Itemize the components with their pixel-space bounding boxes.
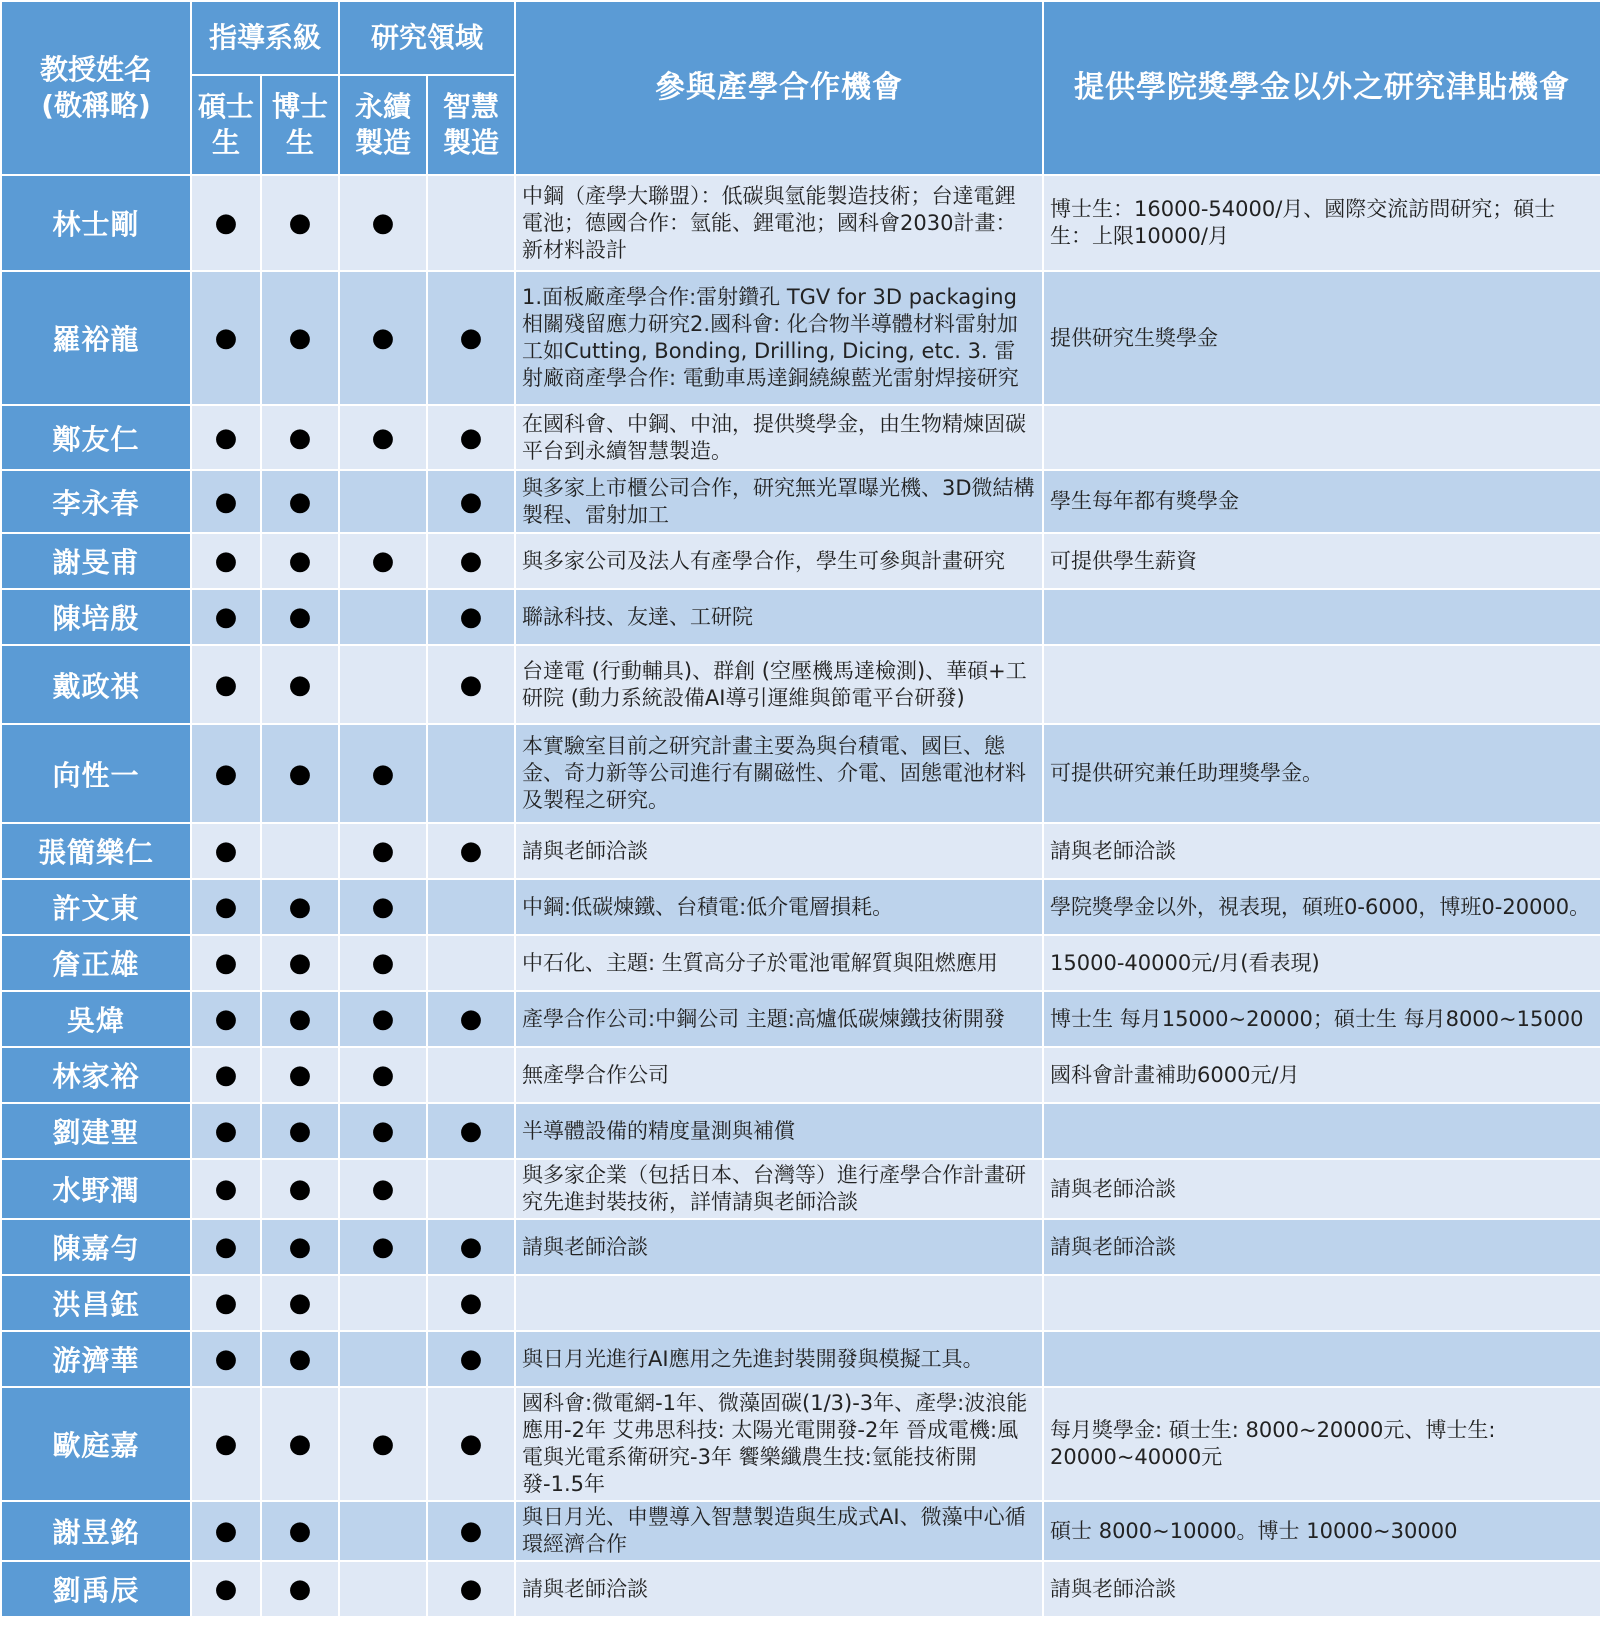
table-row [1,405,1600,470]
sustainable-mark: ● [339,1219,427,1275]
master-mark: ● [191,271,261,405]
smart-mark: ● [427,1561,515,1617]
smart-mark [427,175,515,271]
table-row [1,1103,1600,1159]
professor-name: 吳煒 [1,991,191,1047]
professor-name: 林士剛 [1,175,191,271]
table-row [1,1387,1600,1501]
sustainable-mark: ● [339,1103,427,1159]
stipend-text: 學生每年都有獎學金 [1043,470,1600,533]
table-row [1,724,1600,823]
sustainable-mark [339,1501,427,1561]
smart-mark: ● [427,823,515,879]
sustainable-mark [339,1561,427,1617]
sustainable-mark [339,1331,427,1387]
stipend-text [1043,1331,1600,1387]
master-mark: ● [191,935,261,991]
master-mark: ● [191,724,261,823]
table-row [1,1331,1600,1387]
table-row [1,645,1600,724]
master-mark: ● [191,1387,261,1501]
smart-mark: ● [427,589,515,645]
stipend-text: 請與老師洽談 [1043,1561,1600,1617]
stipend-text: 博士生 每月15000~20000；碩士生 每月8000~15000 [1043,991,1600,1047]
phd-mark: ● [261,1219,339,1275]
phd-mark: ● [261,470,339,533]
professor-name: 陳嘉勻 [1,1219,191,1275]
table-row [1,879,1600,935]
stipend-text: 請與老師洽談 [1043,823,1600,879]
professor-name: 詹正雄 [1,935,191,991]
professor-name: 游濟華 [1,1331,191,1387]
table-row [1,1561,1600,1617]
sustainable-mark [339,645,427,724]
master-mark: ● [191,879,261,935]
professor-name: 謝旻甫 [1,533,191,589]
master-mark: ● [191,1561,261,1617]
table-row [1,1047,1600,1103]
sustainable-mark: ● [339,533,427,589]
smart-mark: ● [427,1219,515,1275]
phd-mark: ● [261,1561,339,1617]
stipend-text [1043,589,1600,645]
industry-cooperation-text: 與多家上市櫃公司合作，研究無光罩曝光機、3D微結構製程、雷射加工 [515,470,1043,533]
sustainable-mark: ● [339,935,427,991]
industry-cooperation-text: 產學合作公司:中鋼公司 主題:高爐低碳煉鐵技術開發 [515,991,1043,1047]
stipend-text: 可提供研究兼任助理獎學金。 [1043,724,1600,823]
industry-cooperation-text: 在國科會、中鋼、中油，提供獎學金，由生物精煉固碳平台到永續智慧製造。 [515,405,1043,470]
master-mark: ● [191,405,261,470]
smart-mark: ● [427,470,515,533]
phd-mark: ● [261,645,339,724]
master-mark: ● [191,1047,261,1103]
phd-mark: ● [261,935,339,991]
professor-name: 劉禹辰 [1,1561,191,1617]
industry-cooperation-text: 中鋼:低碳煉鐵、台積電:低介電層損耗。 [515,879,1043,935]
industry-cooperation-text: 與日月光、申豐導入智慧製造與生成式AI、微藻中心循環經濟合作 [515,1501,1043,1561]
stipend-text: 學院獎學金以外，視表現，碩班0-6000，博班0-20000。 [1043,879,1600,935]
header-master: 碩士 生 [191,75,261,175]
smart-mark: ● [427,1387,515,1501]
smart-mark [427,1159,515,1219]
master-mark: ● [191,533,261,589]
smart-mark [427,935,515,991]
master-mark: ● [191,1331,261,1387]
smart-mark: ● [427,533,515,589]
header-smart: 智慧 製造 [427,75,515,175]
stipend-text: 國科會計畫補助6000元/月 [1043,1047,1600,1103]
industry-cooperation-text [515,1275,1043,1331]
stipend-text [1043,1103,1600,1159]
table-row [1,823,1600,879]
phd-mark: ● [261,405,339,470]
phd-mark [261,823,339,879]
smart-mark: ● [427,1501,515,1561]
stipend-text: 碩士 8000~10000。博士 10000~30000 [1043,1501,1600,1561]
table-row [1,1159,1600,1219]
stipend-text: 提供研究生獎學金 [1043,271,1600,405]
stipend-text: 請與老師洽談 [1043,1219,1600,1275]
stipend-text [1043,645,1600,724]
sustainable-mark [339,470,427,533]
table-row [1,1219,1600,1275]
table-row [1,271,1600,405]
sustainable-mark: ● [339,1159,427,1219]
sustainable-mark: ● [339,1047,427,1103]
sustainable-mark: ● [339,991,427,1047]
smart-mark [427,879,515,935]
smart-mark: ● [427,991,515,1047]
stipend-text: 15000-40000元/月(看表現) [1043,935,1600,991]
phd-mark: ● [261,589,339,645]
professor-name: 謝昱銘 [1,1501,191,1561]
smart-mark: ● [427,1275,515,1331]
industry-cooperation-text: 與多家企業（包括日本、台灣等）進行產學合作計畫研究先進封裝技術，詳情請與老師洽談 [515,1159,1043,1219]
smart-mark: ● [427,1331,515,1387]
master-mark: ● [191,991,261,1047]
industry-cooperation-text: 國科會:微電網-1年、微藻固碳(1/3)-3年、產學:波浪能應用-2年 艾弗思科技: 太陽光電開發-2年 晉成電機:風電與光電系衛研究-3年 饗樂纖農生技:氫能技術開發-1.5年 [515,1387,1043,1501]
master-mark: ● [191,1219,261,1275]
table-row [1,589,1600,645]
master-mark: ● [191,1103,261,1159]
professor-name: 劉建聖 [1,1103,191,1159]
professor-name: 洪昌鈺 [1,1275,191,1331]
phd-mark: ● [261,1275,339,1331]
industry-cooperation-text: 本實驗室目前之研究計畫主要為與台積電、國巨、態金、奇力新等公司進行有關磁性、介電、固態電池材料及製程之研究。 [515,724,1043,823]
table-row [1,175,1600,271]
phd-mark: ● [261,271,339,405]
table-row [1,533,1600,589]
industry-cooperation-text: 聯詠科技、友達、工研院 [515,589,1043,645]
phd-mark: ● [261,1501,339,1561]
table-row [1,1501,1600,1561]
industry-cooperation-text: 台達電 (行動輔具)、群創 (空壓機馬達檢測)、華碩+工研院 (動力系統設備AI導引運維與節電平台研發) [515,645,1043,724]
phd-mark: ● [261,533,339,589]
sustainable-mark: ● [339,271,427,405]
master-mark: ● [191,823,261,879]
professor-name: 許文東 [1,879,191,935]
stipend-text: 請與老師洽談 [1043,1159,1600,1219]
phd-mark: ● [261,175,339,271]
phd-mark: ● [261,1159,339,1219]
phd-mark: ● [261,1103,339,1159]
master-mark: ● [191,1159,261,1219]
sustainable-mark: ● [339,823,427,879]
industry-cooperation-text: 中石化、主題: 生質高分子於電池電解質與阻燃應用 [515,935,1043,991]
professor-name: 張簡樂仁 [1,823,191,879]
stipend-text: 可提供學生薪資 [1043,533,1600,589]
smart-mark: ● [427,1103,515,1159]
stipend-text [1043,1275,1600,1331]
header-sustainable: 永續 製造 [339,75,427,175]
header-research-stipend: 提供學院獎學金以外之研究津貼機會 [1043,1,1600,175]
table-row [1,991,1600,1047]
professor-name: 向性一 [1,724,191,823]
professor-name: 鄭友仁 [1,405,191,470]
smart-mark: ● [427,405,515,470]
phd-mark: ● [261,1331,339,1387]
professor-name: 林家裕 [1,1047,191,1103]
industry-cooperation-text: 請與老師洽談 [515,1219,1043,1275]
sustainable-mark: ● [339,879,427,935]
master-mark: ● [191,470,261,533]
phd-mark: ● [261,1047,339,1103]
industry-cooperation-text: 請與老師洽談 [515,1561,1043,1617]
master-mark: ● [191,175,261,271]
table-row [1,935,1600,991]
header-industry-cooperation: 參與產學合作機會 [515,1,1043,175]
master-mark: ● [191,1501,261,1561]
professor-name: 歐庭嘉 [1,1387,191,1501]
professor-name: 戴政祺 [1,645,191,724]
phd-mark: ● [261,991,339,1047]
industry-cooperation-text: 與多家公司及法人有產學合作，學生可參與計畫研究 [515,533,1043,589]
smart-mark [427,724,515,823]
sustainable-mark [339,1275,427,1331]
phd-mark: ● [261,879,339,935]
smart-mark [427,1047,515,1103]
professor-name: 陳培殷 [1,589,191,645]
sustainable-mark [339,589,427,645]
header-phd: 博士 生 [261,75,339,175]
phd-mark: ● [261,724,339,823]
stipend-text [1043,405,1600,470]
industry-cooperation-text: 請與老師洽談 [515,823,1043,879]
industry-cooperation-text: 1.面板廠產學合作:雷射鑽孔 TGV for 3D packaging相關殘留應力研究2.國科會: 化合物半導體材料雷射加工如Cutting, Bonding, Drilling, Dicing, etc. 3. 雷射廠商產學合作: 電動車馬達銅繞線藍光雷射焊接研究 [515,271,1043,405]
header-advisor-level: 指導系級 [191,1,339,75]
smart-mark: ● [427,271,515,405]
stipend-text: 博士生：16000-54000/月、國際交流訪問研究；碩士生：上限10000/月 [1043,175,1600,271]
professor-name: 水野潤 [1,1159,191,1219]
header-professor-name: 教授姓名 (敬稱略) [1,1,191,175]
professor-name: 羅裕龍 [1,271,191,405]
sustainable-mark: ● [339,1387,427,1501]
master-mark: ● [191,645,261,724]
header-research-field: 研究領域 [339,1,515,75]
smart-mark: ● [427,645,515,724]
sustainable-mark: ● [339,175,427,271]
master-mark: ● [191,1275,261,1331]
stipend-text: 每月獎學金: 碩士生: 8000~20000元、博士生: 20000~40000元 [1043,1387,1600,1501]
table-row [1,470,1600,533]
master-mark: ● [191,589,261,645]
industry-cooperation-text: 半導體設備的精度量測與補償 [515,1103,1043,1159]
industry-cooperation-text: 與日月光進行AI應用之先進封裝開發與模擬工具。 [515,1331,1043,1387]
phd-mark: ● [261,1387,339,1501]
sustainable-mark: ● [339,724,427,823]
sustainable-mark: ● [339,405,427,470]
industry-cooperation-text: 中鋼（產學大聯盟）：低碳與氫能製造技術；台達電鋰電池；德國合作：氫能、鋰電池；國科會2030計畫：新材料設計 [515,175,1043,271]
professor-name: 李永春 [1,470,191,533]
industry-cooperation-text: 無產學合作公司 [515,1047,1043,1103]
table-row [1,1275,1600,1331]
